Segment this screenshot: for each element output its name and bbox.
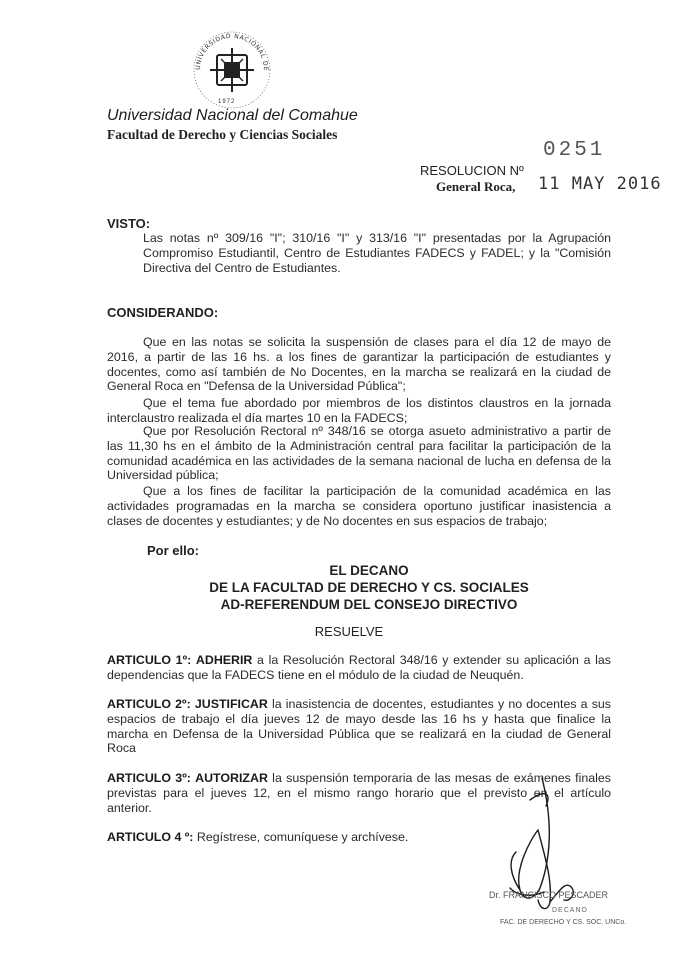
- authority-line-2: DE LA FACULTAD DE DERECHO Y CS. SOCIALES: [209, 580, 529, 595]
- article-1: [107, 653, 611, 683]
- seal-ring-text: UNIVERSIDAD NACIONAL DE: [194, 32, 270, 72]
- faculty-name: Facultad de Derecho y Ciencias Sociales: [107, 127, 338, 142]
- visto-paragraph: Las notas nº 309/16 "I"; 310/16 "I" y 313/16 "I" presentadas por la Agrupación Compromiso Estudiantil, Centro de Estudiantes FADECS y FADEL; y la "Comisión Directiva del Centro de Estudiantes.: [143, 231, 611, 275]
- signatory-role: DECANO: [552, 907, 588, 914]
- article-3-text: la suspensión temporaria de las mesas de exámenes finales previstas para el jueves 12, en el mismo rango horario que el previsto en el artículo anterior.: [107, 771, 611, 815]
- considerando-paragraph-1: Que en las notas se solicita la suspensión de clases para el día 12 de mayo de 2016, a partir de las 16 hs. a los fines de garantizar la participación de estudiantes y docentes, como así también de No Docentes, en la marcha se realizará en la ciudad de General Roca en "Defensa de la Universidad Pública";: [107, 335, 611, 394]
- article-1-verb: ADHERIR: [195, 653, 253, 667]
- signatory-name: Dr. FRANCISCO PESCADER: [489, 890, 609, 900]
- authority-line-3: AD-REFERENDUM DEL CONSEJO DIRECTIVO: [220, 597, 518, 612]
- place-label: General Roca,: [436, 179, 516, 194]
- article-3-verb: AUTORIZAR: [195, 771, 268, 785]
- article-2-text: la inasistencia de docentes, estudiantes y no docentes a sus espacios de trabajo el día jueves 12 de mayo desde las 16 hs y hasta que finalice la marcha en Defensa de la Universidad Pública que se realizará en la ciudad de General Roca: [107, 697, 612, 756]
- por-ello: Por ello:: [147, 543, 200, 558]
- seal-year: 1972: [218, 99, 236, 105]
- article-4-label: ARTICULO 4 º:: [107, 830, 194, 844]
- resolution-label: RESOLUCION Nº: [420, 163, 524, 178]
- article-1-label: ARTICULO 1º:: [107, 653, 192, 667]
- article-2-verb: JUSTIFICAR: [194, 697, 268, 711]
- university-name: Universidad Nacional del Comahue: [107, 107, 358, 124]
- resuelve-heading: RESUELVE: [314, 624, 384, 639]
- signatory-institution: FAC. DE DERECHO Y CS. SOC. UNCo.: [500, 919, 627, 926]
- article-2-label: ARTICULO 2º:: [107, 697, 191, 711]
- article-1-text: a la Resolución Rectoral 348/16 y extender su aplicación a las dependencias que la FADECS tiene en el módulo de la ciudad de Neuquén.: [107, 653, 612, 682]
- resolution-number: 0251: [543, 139, 606, 162]
- considerando-heading: CONSIDERANDO:: [107, 305, 219, 320]
- article-2: [107, 697, 611, 756]
- authority-line-1: EL DECANO: [329, 563, 409, 578]
- considerando-paragraph-4: Que a los fines de facilitar la participación de la comunidad académica en las actividades programadas en la marcha se considera oportuno justificar inasistencia a clases de docentes y estudiantes; y de No docentes en sus espacios de trabajo;: [107, 484, 611, 528]
- date-stamp: 11 MAY 2016: [538, 174, 662, 194]
- article-3-label: ARTICULO 3º:: [107, 771, 191, 785]
- authority-block: [0, 562, 678, 613]
- considerando-paragraph-3: Que por Resolución Rectoral nº 348/16 se otorga asueto administrativo a partir de las 11,30 hs en el ámbito de la Administración central para facilitar la participación de la comunidad académica en las actividades de la semana nacional de lucha en defensa de la Universidad pública;: [107, 424, 611, 483]
- visto-heading: VISTO:: [107, 216, 151, 231]
- considerando-paragraph-2: Que el tema fue abordado por miembros de los distintos claustros en la jornada interclaustro realizada el día martes 10 en la FADECS;: [107, 396, 611, 425]
- article-4-text: Regístrese, comuníquese y archívese.: [193, 830, 409, 844]
